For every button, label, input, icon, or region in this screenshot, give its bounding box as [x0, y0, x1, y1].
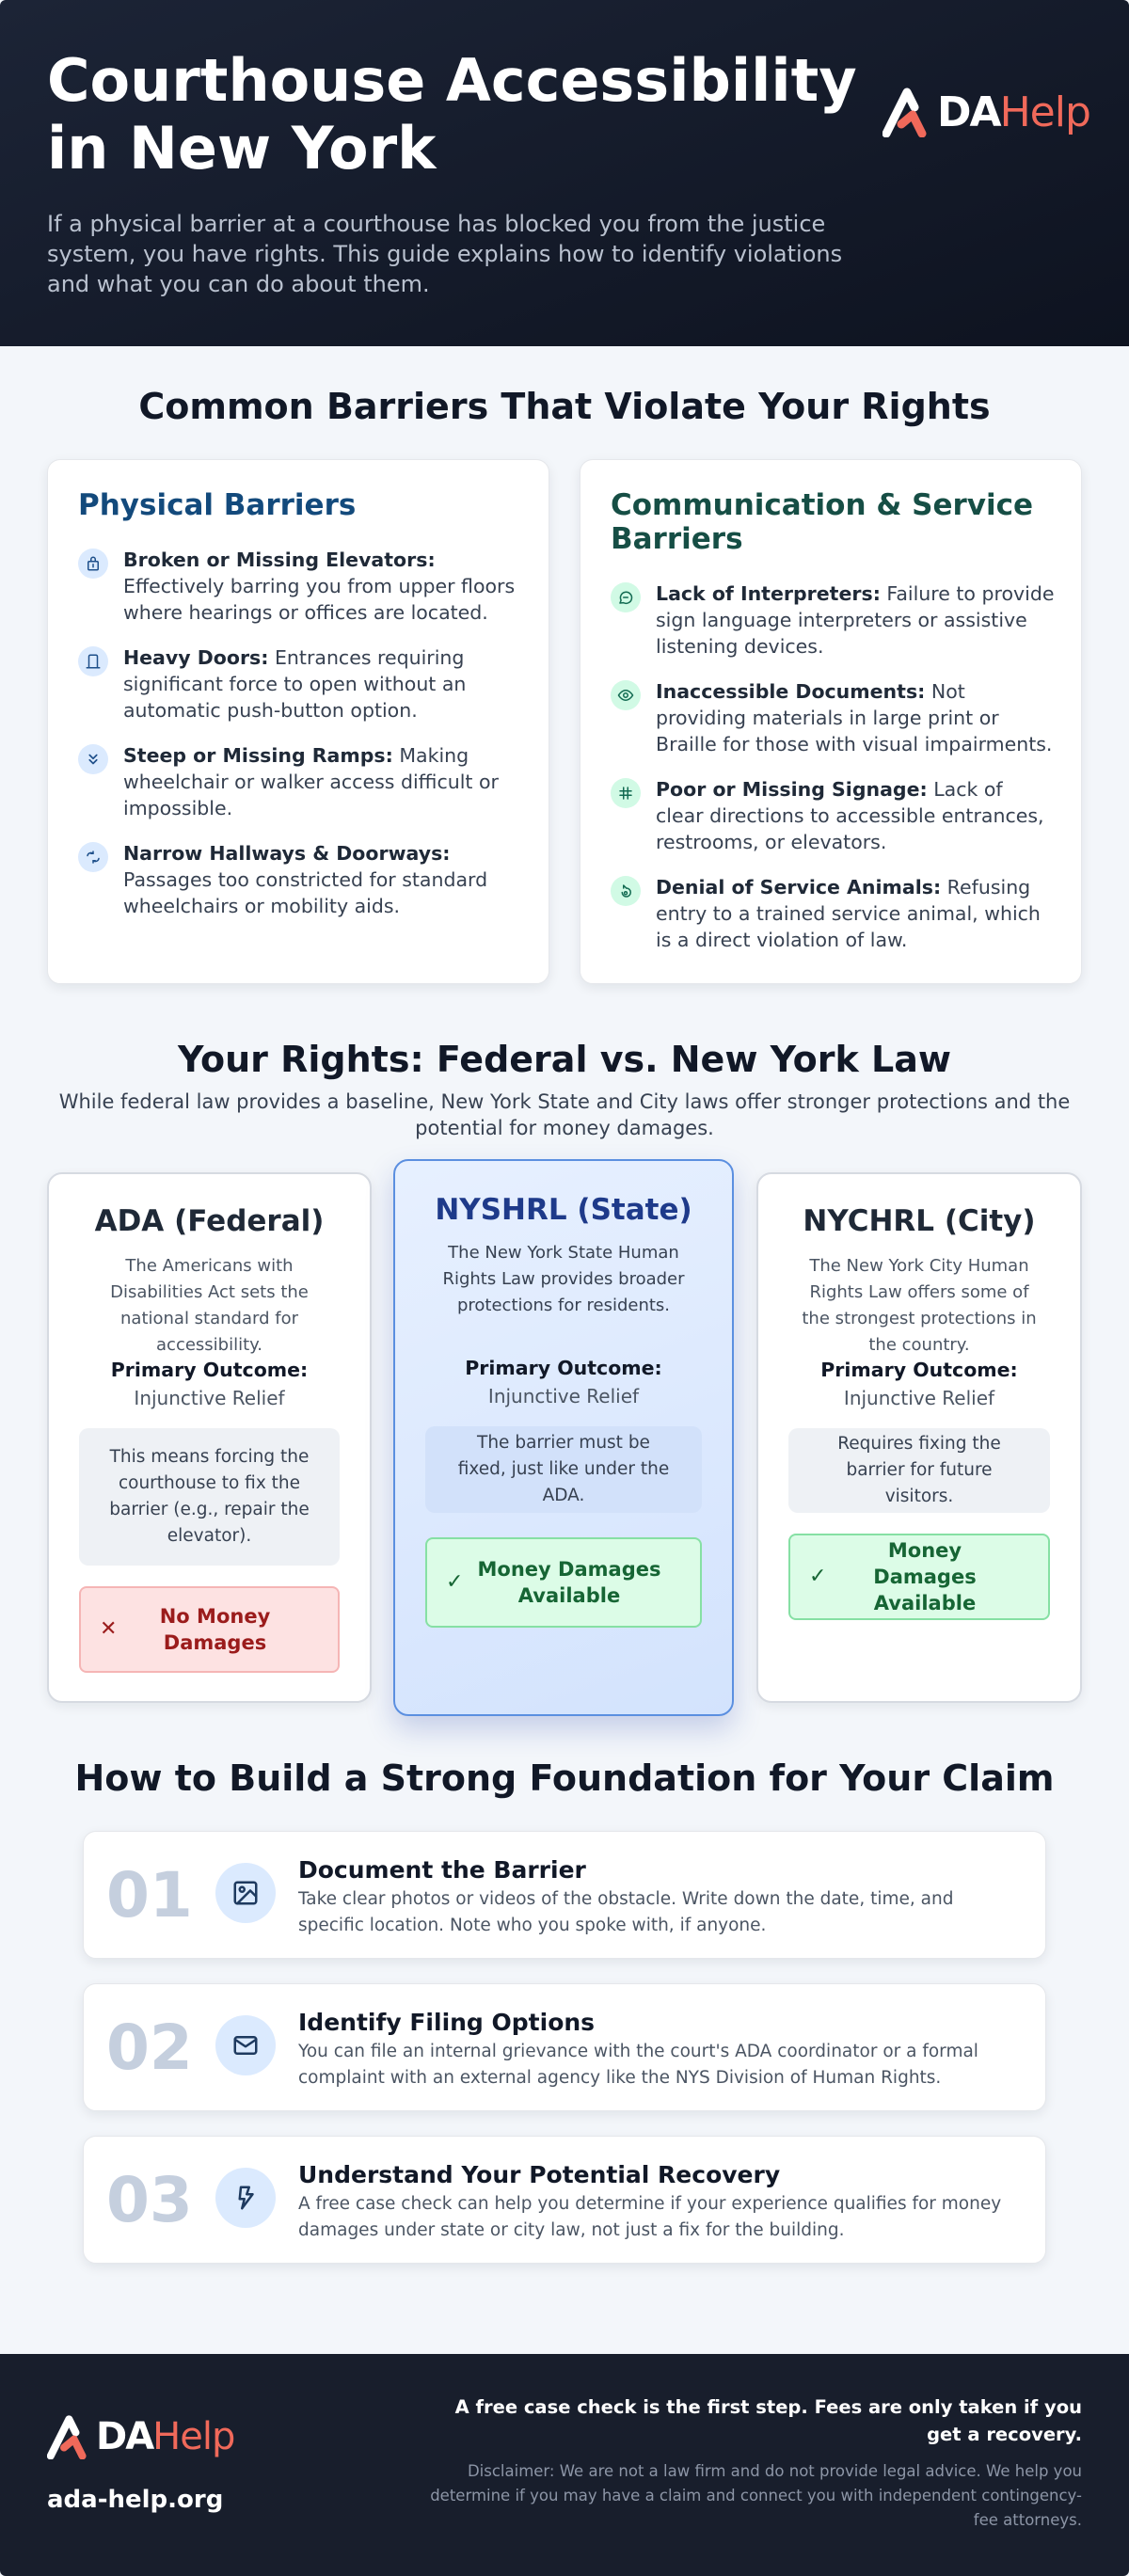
badge-text: Money Damages Available — [873, 1539, 977, 1614]
law-note: Requires fixing the barrier for future visitors. — [788, 1428, 1050, 1513]
check-icon: ✓ — [446, 1570, 464, 1594]
barrier-label: Steep or Missing Ramps: — [123, 744, 393, 767]
barrier-text: Entrances requiring significant force to open without an automatic push-button option. — [123, 646, 467, 722]
footer-cta: A free case check is the first step. Fees are only taken if you get a recovery. — [454, 2396, 1082, 2445]
step-title: Understand Your Potential Recovery — [298, 2161, 781, 2188]
intro-text: If a physical barrier at a courthouse has blocked you from the justice system, you have rights. This guide explains how to identify violations and what you can do about them. — [47, 211, 843, 297]
communication-barriers-title: Communication & Service Barriers — [611, 488, 1034, 556]
list-item — [611, 874, 1055, 953]
site-link[interactable]: ada-help.org — [47, 2486, 224, 2514]
law-card-nyshrl — [393, 1159, 734, 1716]
barrier-label: Lack of Interpreters: — [656, 582, 881, 605]
step-number: 03 — [106, 2164, 193, 2236]
step-number: 01 — [106, 1859, 193, 1932]
mail-icon — [215, 2015, 276, 2075]
disclaimer: Disclaimer: We are not a law firm and do not provide legal advice. We help you determine if you may have a claim and connect you with independent contingency-fee attorneys. — [430, 2462, 1082, 2529]
law-card-ada — [47, 1172, 372, 1703]
step-title: Identify Filing Options — [298, 2009, 596, 2036]
law-description: The New York State Human Rights Law provides broader protections for residents. — [442, 1243, 685, 1315]
law-note: This means forcing the courthouse to fix the barrier (e.g., repair the elevator). — [79, 1428, 340, 1566]
physical-barriers-card — [47, 459, 549, 984]
barrier-text: Failure to provide sign language interpreters or assistive listening devices. — [656, 582, 1055, 658]
elevator-icon — [78, 549, 108, 579]
gavel-icon — [215, 2168, 276, 2228]
barrier-text: Making wheelchair or walker access difficult or impossible. — [123, 744, 499, 819]
step-text: You can file an internal grievance with the court's ADA coordinator or a formal complaint with an external agency like the NYS Division of Human Rights. — [298, 2042, 978, 2088]
law-note: The barrier must be fixed, just like under the ADA. — [425, 1426, 702, 1513]
logo-a-mark-icon — [47, 2414, 96, 2459]
barriers-section-title: Common Barriers That Violate Your Rights — [138, 386, 991, 427]
page-title: Courthouse Accessibility in New York — [47, 46, 857, 183]
barrier-label: Broken or Missing Elevators: — [123, 549, 436, 571]
footer — [0, 2354, 1129, 2576]
list-item — [611, 580, 1055, 660]
barrier-label: Heavy Doors: — [123, 646, 269, 669]
law-name: NYSHRL (State) — [435, 1193, 692, 1227]
barrier-text: Not providing materials in large print or Braille for those with visual impairments. — [656, 680, 1053, 755]
barrier-label: Inaccessible Documents: — [656, 680, 926, 703]
eye-icon — [611, 680, 641, 710]
damages-available-badge — [788, 1534, 1050, 1620]
list-item — [78, 547, 522, 626]
logo-a-mark-icon — [883, 87, 937, 137]
step-card-2 — [83, 1983, 1046, 2111]
rights-section-title: Your Rights: Federal vs. New York Law — [177, 1039, 951, 1080]
law-name: ADA (Federal) — [94, 1204, 325, 1238]
law-description: The New York City Human Rights Law offers some of the strongest protections in the country. — [802, 1256, 1037, 1355]
list-item — [78, 742, 522, 821]
step-card-1 — [83, 1831, 1046, 1959]
signage-icon — [611, 778, 641, 808]
barrier-text: Lack of clear directions to accessible entrances, restrooms, or elevators. — [656, 778, 1044, 853]
barrier-label: Narrow Hallways & Doorways: — [123, 842, 451, 865]
law-card-nychrl — [756, 1172, 1082, 1703]
logo-help-text: Help — [999, 87, 1090, 136]
outcome-value: Injunctive Relief — [843, 1387, 995, 1409]
brand-logo[interactable] — [883, 87, 1090, 137]
list-item — [611, 776, 1055, 855]
ramp-icon — [78, 744, 108, 774]
physical-barriers-title: Physical Barriers — [78, 488, 357, 522]
steps-section-title: How to Build a Strong Foundation for Your Claim — [74, 1757, 1055, 1799]
list-item — [611, 678, 1055, 757]
step-card-3 — [83, 2136, 1046, 2264]
list-item — [78, 840, 522, 919]
barrier-text: Passages too constricted for standard wheelchairs or mobility aids. — [123, 868, 488, 917]
rights-subtitle: While federal law provides a baseline, New York State and City laws offer stronger protections and the potential for money damages. — [58, 1090, 1071, 1139]
no-damages-badge — [79, 1586, 340, 1673]
outcome-label: Primary Outcome: — [465, 1357, 662, 1379]
step-number: 02 — [106, 2012, 193, 2084]
communication-barriers-list — [611, 580, 1055, 972]
barrier-label: Denial of Service Animals: — [656, 876, 942, 898]
logo-help-text: Help — [152, 2415, 235, 2458]
image-icon — [215, 1863, 276, 1923]
barrier-label: Poor or Missing Signage: — [656, 778, 928, 801]
check-icon: ✓ — [809, 1565, 827, 1588]
x-icon: ✕ — [100, 1617, 118, 1641]
service-animal-icon — [611, 876, 641, 906]
hero-header — [0, 0, 1129, 346]
physical-barriers-list — [78, 547, 522, 938]
logo-ada-text: DA — [937, 87, 1000, 136]
badge-text: Money Damages Available — [477, 1558, 661, 1607]
communication-barriers-card — [580, 459, 1082, 984]
step-text: Take clear photos or videos of the obstacle. Write down the date, time, and specific location. Note who you spoke with, if anyone. — [298, 1889, 954, 1935]
list-item — [78, 644, 522, 724]
step-title: Document the Barrier — [298, 1856, 586, 1884]
barrier-text: Refusing entry to a trained service animal, which is a direct violation of law. — [656, 876, 1041, 951]
outcome-value: Injunctive Relief — [487, 1385, 640, 1407]
law-name: NYCHRL (City) — [803, 1204, 1036, 1238]
outcome-value: Injunctive Relief — [134, 1387, 285, 1409]
law-description: The Americans with Disabilities Act sets the national standard for accessibility. — [110, 1256, 309, 1355]
damages-available-badge — [425, 1537, 702, 1628]
barrier-text: Effectively barring you from upper floors where hearings or offices are located. — [123, 575, 516, 624]
step-text: A free case check can help you determine if your experience qualifies for money damages under state or city law, not just a fix for the building. — [298, 2194, 1002, 2240]
outcome-label: Primary Outcome: — [820, 1359, 1018, 1381]
hallway-icon — [78, 842, 108, 872]
door-icon — [78, 646, 108, 676]
logo-ada-text: DA — [96, 2415, 153, 2458]
outcome-label: Primary Outcome: — [110, 1359, 309, 1381]
interpreter-icon — [611, 582, 641, 612]
badge-text: No Money Damages — [159, 1605, 271, 1654]
footer-brand-logo[interactable] — [47, 2414, 234, 2459]
